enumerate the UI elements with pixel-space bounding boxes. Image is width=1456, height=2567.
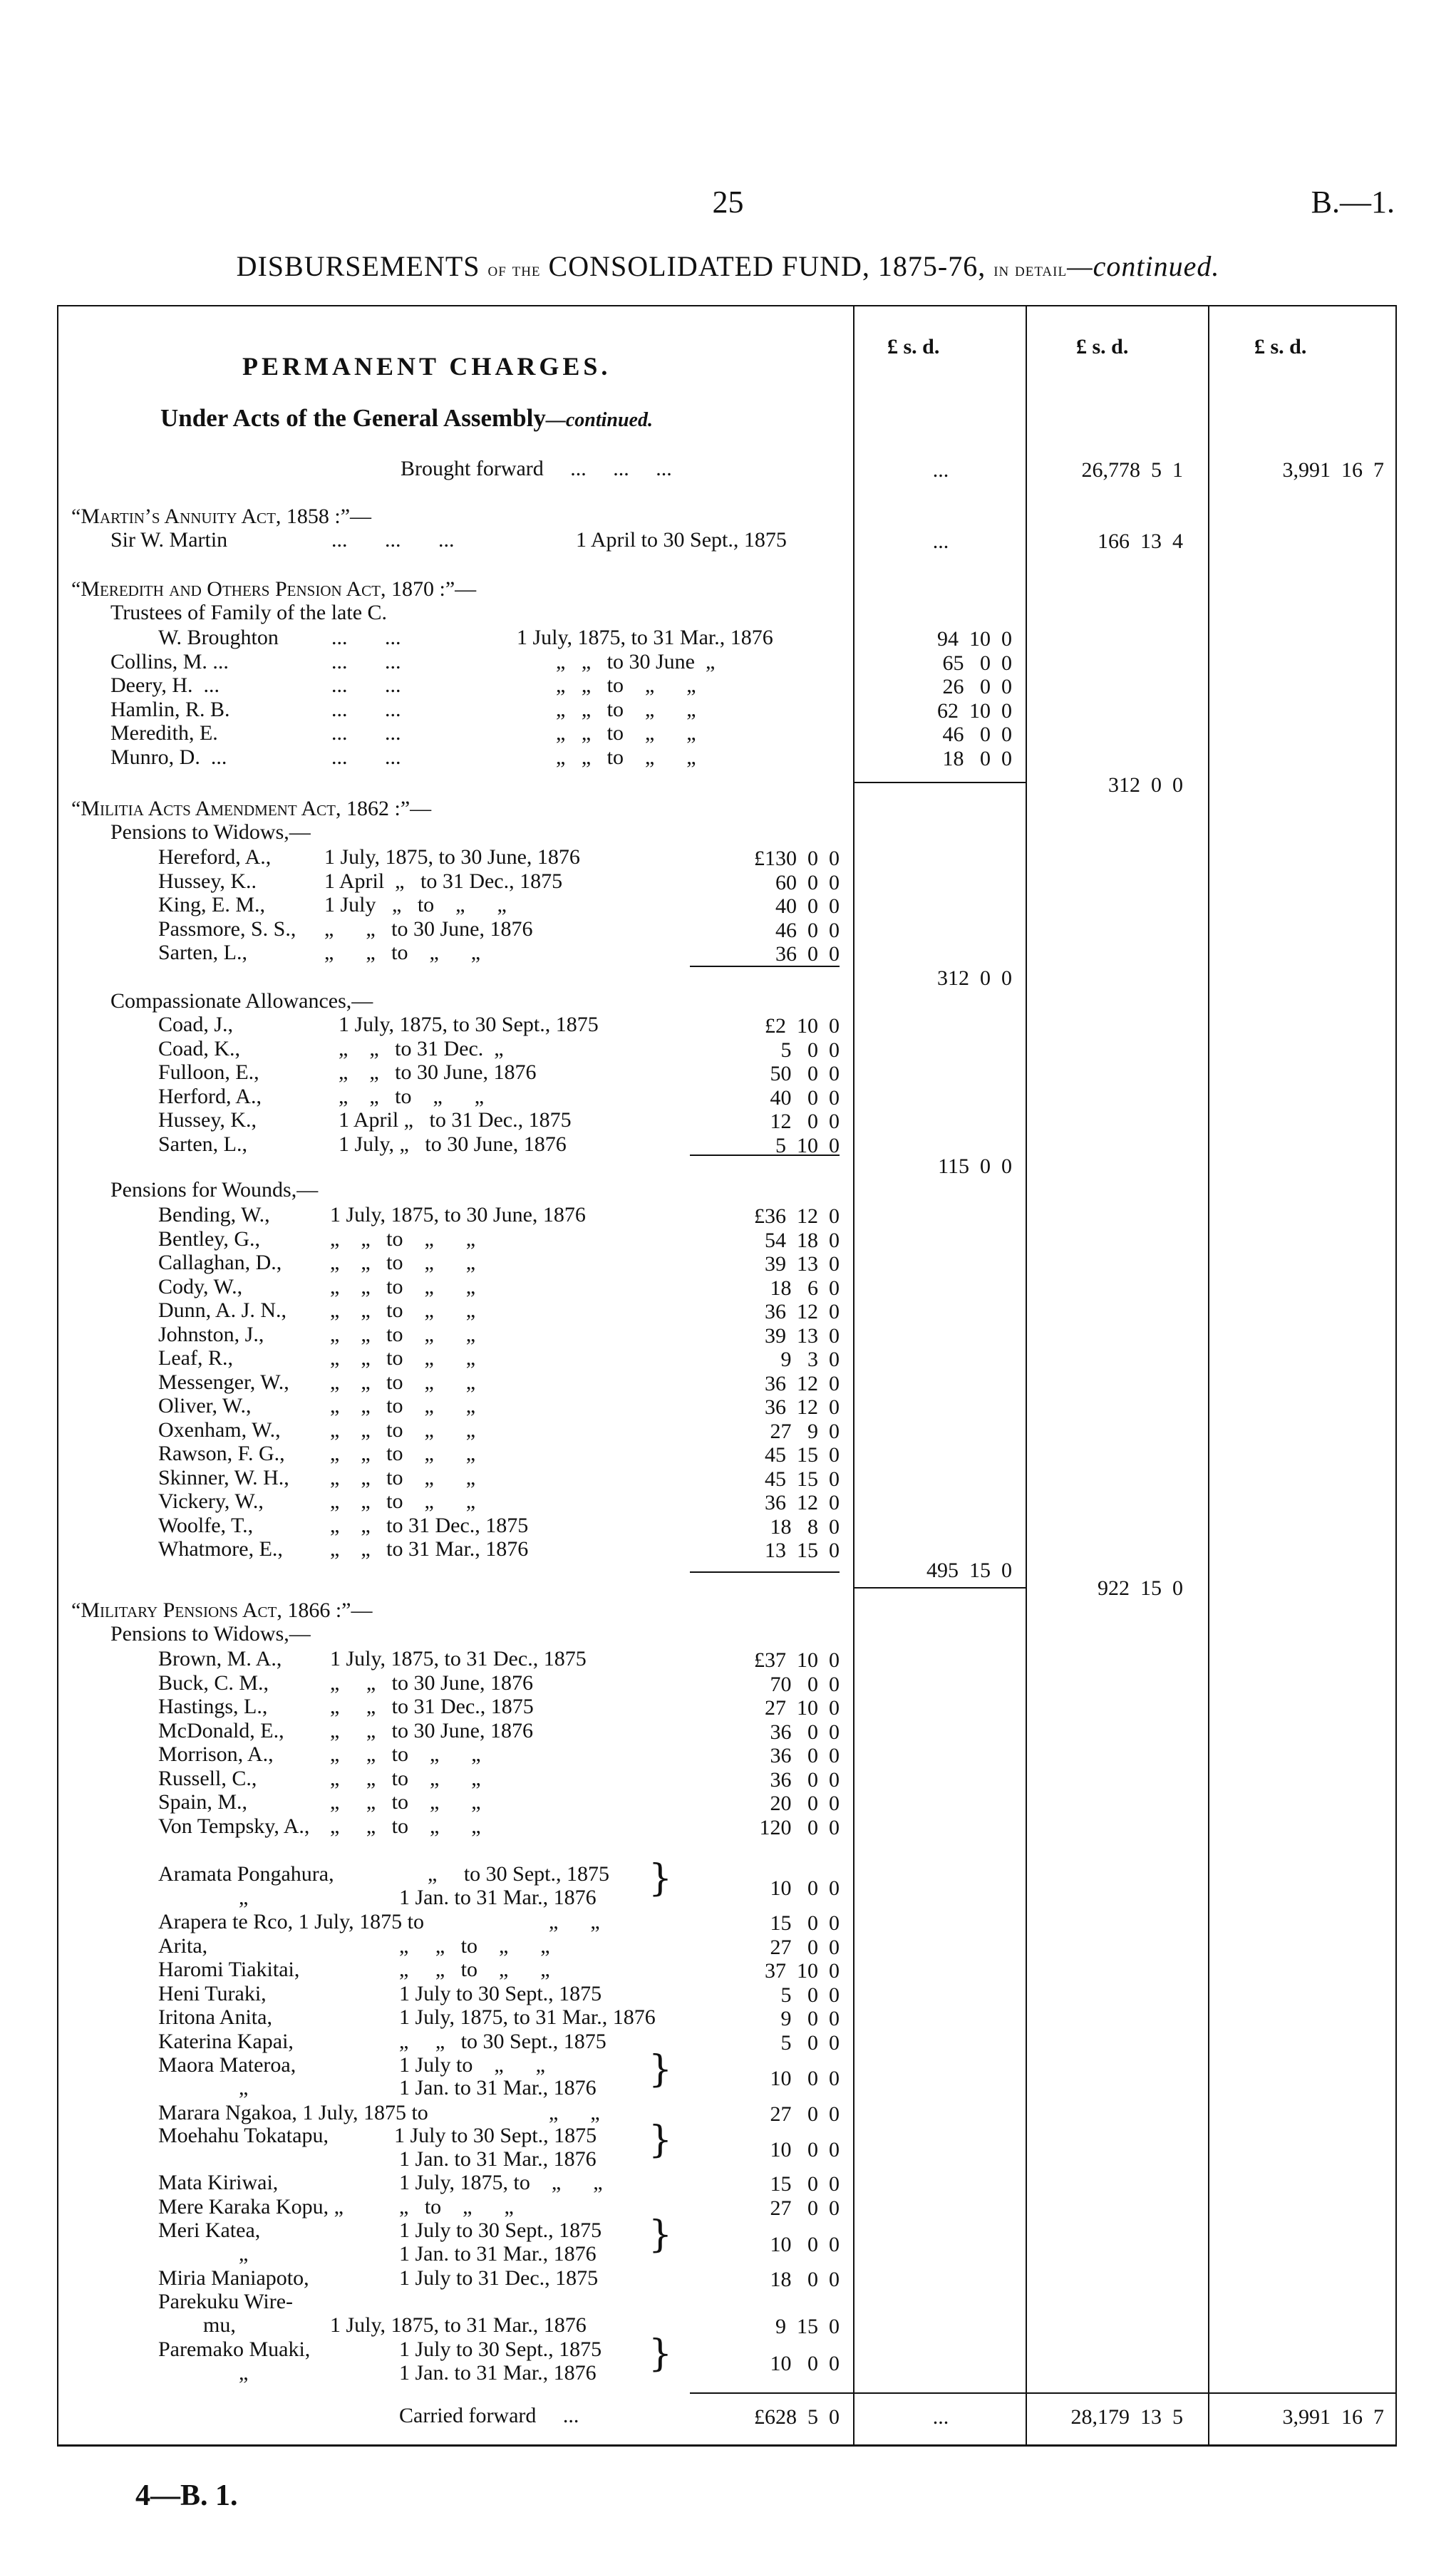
militia-wound-period: „ „ to „ „ (330, 1442, 476, 1465)
brought-forward-c2: ... (932, 458, 949, 482)
paremako-brace: } (649, 2333, 673, 2375)
militia-wound-amount: 18 6 0 (770, 1276, 840, 1300)
militia-wound-period: „ „ to „ „ (330, 1323, 476, 1346)
meredith-row-amount: 26 0 0 (942, 675, 1012, 698)
aramata-c1: 10 0 0 (770, 1876, 840, 1900)
military-widow-period: „ „ to 31 Dec., 1875 (330, 1695, 534, 1718)
militia-widows-total: 312 0 0 (937, 966, 1012, 990)
militia-comp-total: 115 0 0 (938, 1155, 1012, 1178)
military-widow-name: Iritona Anita, (158, 2005, 272, 2029)
meredith-row-name: Munro, D. ... (110, 745, 227, 769)
maora-brace: } (649, 2048, 673, 2091)
paremako-name: Paremako Muaki, (158, 2338, 311, 2361)
militia-wound-period: 1 July, 1875, to 30 June, 1876 (330, 1203, 586, 1226)
meredith-row-period: „ „ to „ „ (556, 673, 696, 697)
militia-wounds-label: Pensions for Wounds,— (110, 1178, 319, 1202)
moehahu-brace: } (649, 2119, 673, 2161)
militia-widow-period: 1 July, 1875, to 30 June, 1876 (324, 845, 580, 869)
military-widow-name: Heni Turaki, (158, 1982, 267, 2005)
section-subtitle: Under Acts of the General Assembly—continued. (160, 404, 653, 432)
meredith-row-period: „ „ to „ „ (556, 721, 696, 745)
meredith-row-dots: ... ... (331, 745, 401, 769)
militia-wound-amount: 45 15 0 (765, 1467, 840, 1491)
militia-comp-period: 1 April „ to 31 Dec., 1875 (339, 1108, 572, 1132)
military-widow-amount: 20 0 0 (770, 1792, 840, 1815)
militia-wounds-total: 495 15 0 (926, 1559, 1012, 1582)
meredith-row-period: „ „ to „ „ (556, 745, 696, 769)
paremako-line2: 1 Jan. to 31 Mar., 1876 (399, 2361, 597, 2385)
meri-brace: } (649, 2214, 673, 2256)
col-divider-1 (853, 305, 855, 2447)
military-widow-period: 1 July, 1875, to 31 Dec., 1875 (330, 1647, 587, 1670)
martin-act-title: “Martin’s Annuity Act, 1858 :”— (71, 505, 372, 528)
military-widow-amount: 5 0 0 (780, 1983, 840, 2007)
col-header-1: £ s. d. (887, 335, 940, 358)
col-header-2: £ s. d. (1076, 335, 1129, 358)
moehahu-line2: 1 Jan. to 31 Mar., 1876 (399, 2147, 597, 2171)
militia-wound-amount: 36 12 0 (765, 1372, 840, 1395)
military-widow-amount: 37 10 0 (765, 1959, 840, 1983)
military-widow-name: Brown, M. A., (158, 1647, 282, 1670)
maora-line2: 1 Jan. to 31 Mar., 1876 (399, 2076, 597, 2099)
militia-widow-period: „ „ to „ „ (324, 941, 481, 964)
carried-forward-c3: 28,179 13 5 (1070, 2405, 1183, 2429)
military-widow-name: Buck, C. M., (158, 1671, 269, 1695)
military-widow-period: „ „ to „ „ (330, 1814, 481, 1838)
moehahu-name: Moehahu Tokatapu, (158, 2124, 329, 2147)
carried-rule (690, 2392, 1395, 2394)
militia-wound-amount: 39 13 0 (765, 1324, 840, 1348)
militia-wound-name: Woolfe, T., (158, 1514, 254, 1537)
aramata-brace: } (649, 1857, 673, 1900)
military-widow-name: McDonald, E., (158, 1719, 284, 1742)
militia-wound-period: „ „ to „ „ (330, 1394, 476, 1417)
militia-widow-name: King, E. M., (158, 893, 265, 916)
military-widow-period: „ „ to „ „ (330, 1790, 481, 1814)
militia-wound-amount: 39 13 0 (765, 1252, 840, 1276)
brought-forward-label: Brought forward ... ... ... (401, 457, 672, 480)
meredith-row-name: Deery, H. ... (110, 673, 220, 697)
militia-wound-name: Cody, W., (158, 1275, 243, 1298)
meredith-row-dots: ... ... (331, 673, 401, 697)
militia-wound-period: „ „ to „ „ (330, 1370, 476, 1394)
military-widow-period: „ „ to 30 June, 1876 (330, 1671, 533, 1695)
military-widow-period: 1 July, 1875, to 31 Mar., 1876 (399, 2005, 656, 2029)
col-divider-2 (1026, 305, 1027, 2447)
military-widow-amount: £37 10 0 (754, 1648, 840, 1672)
militia-comp-amount: 40 0 0 (770, 1086, 840, 1110)
military-widow-name: Morrison, A., (158, 1742, 274, 1766)
miria-period: 1 July to 31 Dec., 1875 (399, 2266, 599, 2290)
military-widow-name: Arita, (158, 1934, 208, 1958)
meredith-act-title: “Meredith and Others Pension Act, 1870 :”— (71, 577, 477, 601)
col-divider-3 (1208, 305, 1209, 2447)
militia-act-title: “Militia Acts Amendment Act, 1862 :”— (71, 797, 432, 820)
military-widow-period: „ „ to „ „ (399, 1934, 550, 1958)
brought-forward-c4: 3,991 16 7 (1282, 458, 1384, 482)
military-widow-name: Von Tempsky, A., (158, 1814, 310, 1838)
military-widows-label: Pensions to Widows,— (110, 1622, 311, 1646)
militia-wound-name: Rawson, F. G., (158, 1442, 285, 1465)
militia-wound-amount: 36 12 0 (765, 1395, 840, 1419)
meredith-row-dots: ... ... (331, 650, 401, 673)
militia-widow-name: Passmore, S. S., (158, 917, 296, 941)
military-widow-name: Katerina Kapai, (158, 2030, 294, 2053)
militia-wound-name: Dunn, A. J. N., (158, 1298, 287, 1322)
militia-wound-period: „ „ to „ „ (330, 1298, 476, 1322)
military-widow-amount: 15 0 0 (770, 2172, 840, 2196)
militia-widow-period: „ „ to 30 June, 1876 (324, 917, 533, 941)
militia-wound-name: Whatmore, E., (158, 1537, 283, 1561)
military-widow-amount: 120 0 0 (759, 1816, 840, 1839)
militia-widow-name: Hussey, K.. (158, 869, 257, 893)
military-widow-name: Mere Karaka Kopu, „ (158, 2195, 344, 2219)
marara-name: Marara Ngakoa, 1 July, 1875 to (158, 2101, 428, 2124)
militia-comp-period: „ „ to 31 Dec. „ (339, 1037, 504, 1060)
marara-c1: 27 0 0 (770, 2102, 840, 2126)
militia-comp-rule (690, 1155, 840, 1156)
meri-ditto: „ (239, 2242, 249, 2266)
militia-total: 922 15 0 (1098, 1576, 1183, 1600)
military-widow-amount: 36 0 0 (770, 1768, 840, 1792)
militia-wound-period: „ „ to „ „ (330, 1489, 476, 1513)
militia-comp-name: Fulloon, E., (158, 1060, 259, 1084)
militia-wound-name: Leaf, R., (158, 1346, 233, 1370)
meri-line2: 1 Jan. to 31 Mar., 1876 (399, 2242, 597, 2266)
martin-dots: ... ... ... (331, 528, 455, 552)
militia-widows-label: Pensions to Widows,— (110, 820, 311, 844)
military-widow-amount: 27 10 0 (765, 1696, 840, 1720)
paremako-line1: 1 July to 30 Sept., 1875 (399, 2338, 602, 2361)
militia-wound-amount: 13 15 0 (765, 1539, 840, 1562)
militia-wound-amount: 54 18 0 (765, 1229, 840, 1252)
meredith-row-amount: 62 10 0 (937, 699, 1012, 723)
page-footer: 4—B. 1. (135, 2479, 238, 2512)
military-widow-amount: 36 0 0 (770, 1720, 840, 1744)
militia-comp-amount: 50 0 0 (770, 1062, 840, 1085)
martin-name: Sir W. Martin (110, 528, 228, 552)
militia-comp-period: „ „ to „ „ (339, 1085, 485, 1108)
militia-wound-amount: 18 8 0 (770, 1515, 840, 1539)
militia-widow-amount: £130 0 0 (754, 847, 840, 870)
militia-comp-amount: 5 10 0 (775, 1134, 840, 1157)
meri-line1: 1 July to 30 Sept., 1875 (399, 2219, 602, 2242)
military-widow-period: „ „ (549, 1910, 600, 1933)
militia-widow-amount: 60 0 0 (775, 871, 840, 894)
military-widow-name: Arapera te Rco, 1 July, 1875 to (158, 1910, 424, 1933)
militia-wound-amount: £36 12 0 (754, 1204, 840, 1228)
military-widow-period: „ „ to „ „ (399, 1958, 550, 1981)
paremako-ditto: „ (239, 2361, 249, 2385)
militia-comp-amount: £2 10 0 (765, 1014, 840, 1038)
militia-wound-amount: 36 12 0 (765, 1300, 840, 1323)
militia-comp-name: Herford, A., (158, 1085, 262, 1108)
militia-wound-period: „ „ to „ „ (330, 1346, 476, 1370)
parekuku-c1: 9 15 0 (775, 2315, 840, 2338)
marara-period: „ „ (549, 2101, 600, 2124)
militia-widow-period: 1 April „ to 31 Dec., 1875 (324, 869, 563, 893)
militia-wound-period: „ „ to „ „ (330, 1227, 476, 1251)
meredith-row-dots: ... ... (331, 626, 401, 649)
militia-comp-period: 1 July, 1875, to 30 Sept., 1875 (339, 1013, 599, 1036)
militia-wound-name: Oxenham, W., (158, 1418, 281, 1442)
militia-wound-period: „ „ to „ „ (330, 1418, 476, 1442)
carried-forward-label: Carried forward ... (399, 2404, 579, 2427)
maora-ditto: „ (239, 2076, 249, 2099)
carried-forward-c1: £628 5 0 (754, 2405, 840, 2429)
meri-c1: 10 0 0 (770, 2233, 840, 2256)
carried-forward-c2: ... (932, 2405, 949, 2429)
meri-name: Meri Katea, (158, 2219, 261, 2242)
maora-name: Maora Materoa, (158, 2053, 296, 2077)
militia-widow-name: Hereford, A., (158, 845, 272, 869)
military-widow-period: „ to „ „ (399, 2195, 514, 2219)
meredith-row-period: „ „ to 30 June „ (556, 650, 716, 673)
militia-comp-name: Hussey, K., (158, 1108, 257, 1132)
militia-widows-rule (690, 966, 840, 967)
militia-wound-name: Callaghan, D., (158, 1251, 282, 1274)
meredith-row-amount: 65 0 0 (942, 651, 1012, 675)
militia-wound-period: „ „ to „ „ (330, 1466, 476, 1489)
parekuku-period: 1 July, 1875, to 31 Mar., 1876 (330, 2313, 587, 2337)
martin-c2: ... (932, 530, 949, 553)
aramata-line2: 1 Jan. to 31 Mar., 1876 (399, 1886, 597, 1909)
moehahu-c1: 10 0 0 (770, 2138, 840, 2161)
militia-wound-name: Bending, W., (158, 1203, 270, 1226)
militia-wound-name: Skinner, W. H., (158, 1466, 289, 1489)
military-widow-name: Haromi Tiakitai, (158, 1958, 300, 1981)
military-widow-name: Russell, C., (158, 1767, 257, 1790)
paremako-c1: 10 0 0 (770, 2352, 840, 2375)
militia-comp-period: 1 July, „ to 30 June, 1876 (339, 1132, 567, 1156)
military-widow-period: „ „ to 30 Sept., 1875 (399, 2030, 606, 2053)
meredith-row-amount: 94 10 0 (937, 627, 1012, 651)
parekuku-name-2: mu, (203, 2313, 236, 2337)
militia-comp-name: Coad, K., (158, 1037, 240, 1060)
military-widow-period: „ „ to 30 June, 1876 (330, 1719, 533, 1742)
militia-comp-amount: 12 0 0 (770, 1110, 840, 1133)
col-header-3: £ s. d. (1254, 335, 1307, 358)
military-widow-name: Spain, M., (158, 1790, 248, 1814)
military-widow-name: Mata Kiriwai, (158, 2171, 279, 2194)
maora-line1: 1 July to „ „ (399, 2053, 545, 2077)
military-widow-name: Hastings, L., (158, 1695, 268, 1718)
militia-wounds-rule (690, 1571, 840, 1573)
military-widow-period: „ „ to „ „ (330, 1767, 481, 1790)
military-widow-amount: 5 0 0 (780, 2031, 840, 2055)
militia-wound-name: Messenger, W., (158, 1370, 289, 1394)
page-reference: B.—1. (1311, 185, 1395, 219)
militia-wound-name: Oliver, W., (158, 1394, 252, 1417)
military-widow-amount: 15 0 0 (770, 1911, 840, 1935)
militia-wound-period: „ „ to „ „ (330, 1275, 476, 1298)
meredith-row-name: Hamlin, R. B. (110, 698, 230, 721)
meredith-row-amount: 18 0 0 (942, 747, 1012, 770)
moehahu-line1: 1 July to 30 Sept., 1875 (394, 2124, 597, 2147)
martin-c3: 166 13 4 (1098, 530, 1183, 553)
militia-widow-period: 1 July „ to „ „ (324, 893, 507, 916)
militia-comp-label: Compassionate Allowances,— (110, 989, 373, 1013)
miria-c1: 18 0 0 (770, 2268, 840, 2291)
military-widow-amount: 36 0 0 (770, 1744, 840, 1767)
miria-name: Miria Maniapoto, (158, 2266, 309, 2290)
section-title: PERMANENT CHARGES. (242, 352, 611, 381)
militia-wound-period: „ „ to 31 Mar., 1876 (330, 1537, 529, 1561)
military-widow-period: 1 July to 30 Sept., 1875 (399, 1982, 602, 2005)
meredith-row-name: Collins, M. ... (110, 650, 229, 673)
meredith-row-dots: ... ... (331, 698, 401, 721)
military-widow-amount: 27 0 0 (770, 2196, 840, 2220)
meredith-row-amount: 46 0 0 (942, 723, 1012, 746)
militia-comp-name: Sarten, L., (158, 1132, 247, 1156)
meredith-total: 312 0 0 (1108, 773, 1183, 797)
militia-wound-period: „ „ to „ „ (330, 1251, 476, 1274)
carried-forward-c4: 3,991 16 7 (1282, 2405, 1384, 2429)
aramata-name: Aramata Pongahura, (158, 1862, 334, 1886)
aramata-line1: „ to 30 Sept., 1875 (428, 1862, 609, 1886)
militia-wound-name: Johnston, J., (158, 1323, 264, 1346)
militia-widow-amount: 40 0 0 (775, 894, 840, 918)
militia-widow-amount: 36 0 0 (775, 942, 840, 966)
military-widow-amount: 27 0 0 (770, 1936, 840, 1959)
militia-wound-amount: 36 12 0 (765, 1491, 840, 1514)
meredith-row-name: W. Broughton (158, 626, 279, 649)
militia-comp-period: „ „ to 30 June, 1876 (339, 1060, 537, 1084)
militia-wounds-rule-2 (853, 1587, 1026, 1589)
militia-wound-amount: 27 9 0 (770, 1420, 840, 1443)
meredith-row-dots: ... ... (331, 721, 401, 745)
page-heading: DISBURSEMENTS of the CONSOLIDATED FUND, 1875-76, in detail—continued. (236, 250, 1220, 282)
meredith-intro: Trustees of Family of the late C. (110, 601, 388, 624)
parekuku-name-1: Parekuku Wire- (158, 2290, 294, 2313)
meredith-row-period: „ „ to „ „ (556, 698, 696, 721)
militia-comp-name: Coad, J., (158, 1013, 233, 1036)
military-widow-period: „ „ to „ „ (330, 1742, 481, 1766)
militia-widow-name: Sarten, L., (158, 941, 247, 964)
meredith-row-name: Meredith, E. (110, 721, 218, 745)
militia-wound-name: Vickery, W., (158, 1489, 264, 1513)
meredith-rule (853, 782, 1026, 783)
militia-wound-name: Bentley, G., (158, 1227, 261, 1251)
militia-wound-period: „ „ to 31 Dec., 1875 (330, 1514, 529, 1537)
militia-wound-amount: 45 15 0 (765, 1443, 840, 1467)
page-number: 25 (712, 185, 744, 219)
militia-wound-amount: 9 3 0 (780, 1348, 840, 1371)
military-widow-amount: 9 0 0 (780, 2007, 840, 2030)
brought-forward-c3: 26,778 5 1 (1081, 458, 1183, 482)
military-widow-period: 1 July, 1875, to „ „ (399, 2171, 603, 2194)
maora-c1: 10 0 0 (770, 2067, 840, 2090)
meredith-row-period: 1 July, 1875, to 31 Mar., 1876 (517, 626, 773, 649)
military-act-title: “Military Pensions Act, 1866 :”— (71, 1598, 373, 1622)
martin-period: 1 April to 30 Sept., 1875 (576, 528, 787, 552)
military-widow-amount: 70 0 0 (770, 1673, 840, 1696)
aramata-ditto: „ (239, 1886, 249, 1909)
militia-widow-amount: 46 0 0 (775, 919, 840, 942)
militia-comp-amount: 5 0 0 (780, 1038, 840, 1062)
